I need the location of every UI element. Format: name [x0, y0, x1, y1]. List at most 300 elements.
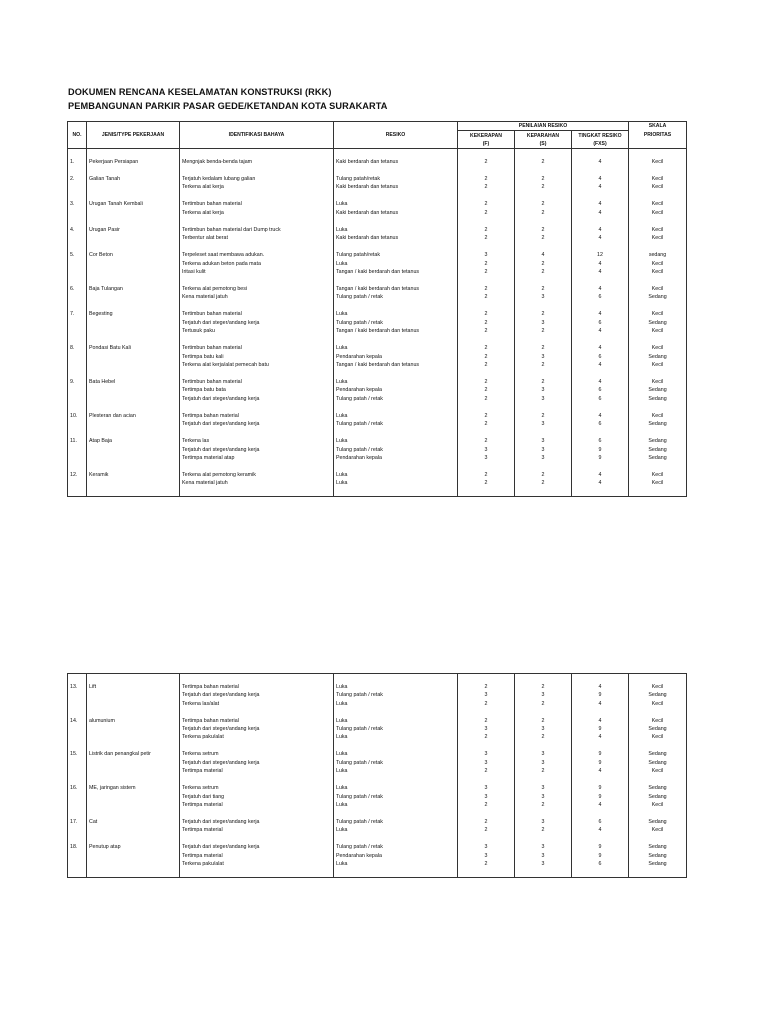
cell-jenis [87, 826, 180, 834]
header-tingkat: TINGKAT RESIKO [572, 131, 629, 140]
cell-tingkat: 4 [572, 268, 629, 276]
spacer-row [68, 242, 687, 251]
cell-no [68, 759, 87, 767]
cell-identifikasi: Terjatuh dari steger/andang kerja [180, 319, 334, 327]
cell-kekerapan: 2 [458, 437, 515, 445]
cell-keparahan: 2 [515, 175, 572, 183]
cell-resiko: Luka [334, 784, 458, 792]
cell-tingkat: 12 [572, 251, 629, 259]
cell-kekerapan: 3 [458, 725, 515, 733]
cell-identifikasi: Tertimbun bahan material dari Dump truck [180, 226, 334, 234]
cell-jenis: Cat [87, 818, 180, 826]
cell-tingkat: 4 [572, 683, 629, 691]
cell-keparahan: 2 [515, 378, 572, 386]
table-body-page-1 [68, 149, 687, 497]
cell-kekerapan: 2 [458, 175, 515, 183]
cell-identifikasi: Tertimpa bahan material [180, 683, 334, 691]
table-row [68, 361, 687, 369]
table-row [68, 234, 687, 242]
cell-jenis [87, 860, 180, 868]
cell-prioritas: Kecil [629, 479, 687, 487]
cell-identifikasi: Terkena alat kerja/alat pemecah batu [180, 361, 334, 369]
spacer-row [68, 835, 687, 844]
cell-prioritas: Kecil [629, 183, 687, 191]
table-row [68, 158, 687, 166]
spacer-row [68, 369, 687, 378]
table-row [68, 226, 687, 234]
cell-keparahan: 3 [515, 420, 572, 428]
cell-kekerapan: 2 [458, 327, 515, 335]
cell-keparahan: 3 [515, 293, 572, 301]
table-row [68, 352, 687, 360]
spacer-row [68, 428, 687, 437]
table-row [68, 310, 687, 318]
cell-tingkat: 9 [572, 445, 629, 453]
cell-jenis [87, 725, 180, 733]
cell-kekerapan: 3 [458, 792, 515, 800]
cell-no [68, 479, 87, 487]
cell-kekerapan: 2 [458, 226, 515, 234]
cell-identifikasi: Tertimbun bahan material [180, 200, 334, 208]
cell-kekerapan: 3 [458, 843, 515, 851]
cell-tingkat: 4 [572, 471, 629, 479]
table-row [68, 454, 687, 462]
cell-resiko: Tulang patah / retak [334, 319, 458, 327]
cell-kekerapan: 2 [458, 818, 515, 826]
cell-no: 3. [68, 200, 87, 208]
cell-keparahan: 2 [515, 479, 572, 487]
header-keparahan-sub: (S) [515, 140, 572, 149]
cell-keparahan: 3 [515, 352, 572, 360]
cell-keparahan: 2 [515, 158, 572, 166]
cell-kekerapan: 2 [458, 826, 515, 834]
table-row [68, 437, 687, 445]
cell-jenis: Pondasi Batu Kali [87, 344, 180, 352]
cell-jenis [87, 801, 180, 809]
cell-kekerapan: 2 [458, 234, 515, 242]
cell-identifikasi: Tertimpa bahan material [180, 716, 334, 724]
cell-keparahan: 2 [515, 310, 572, 318]
cell-prioritas: Kecil [629, 826, 687, 834]
table-row [68, 200, 687, 208]
cell-no [68, 319, 87, 327]
cell-tingkat: 9 [572, 759, 629, 767]
cell-prioritas: Kecil [629, 327, 687, 335]
cell-jenis [87, 852, 180, 860]
cell-kekerapan: 3 [458, 251, 515, 259]
cell-tingkat: 6 [572, 319, 629, 327]
cell-resiko: Luka [334, 344, 458, 352]
cell-jenis: Keramik [87, 471, 180, 479]
cell-resiko: Luka [334, 767, 458, 775]
cell-prioritas: Sedang [629, 293, 687, 301]
cell-jenis: ME, jaringan sistem [87, 784, 180, 792]
cell-keparahan: 3 [515, 386, 572, 394]
header-identifikasi: IDENTIFIKASI BAHAYA [180, 122, 334, 149]
cell-prioritas: Kecil [629, 158, 687, 166]
cell-prioritas: Kecil [629, 285, 687, 293]
cell-identifikasi: Terjatuh dari steger/andang kerja [180, 395, 334, 403]
cell-tingkat: 4 [572, 310, 629, 318]
cell-keparahan: 3 [515, 843, 572, 851]
cell-kekerapan: 2 [458, 699, 515, 707]
header-prioritas: PRIORITAS [629, 131, 687, 140]
cell-kekerapan: 2 [458, 412, 515, 420]
table-row [68, 818, 687, 826]
cell-resiko: Tulang patah / retak [334, 293, 458, 301]
table-row [68, 479, 687, 487]
spacer-row [68, 166, 687, 175]
cell-resiko: Tulang patah / retak [334, 395, 458, 403]
cell-keparahan: 3 [515, 784, 572, 792]
spacer-row [68, 192, 687, 201]
cell-tingkat: 4 [572, 327, 629, 335]
cell-no [68, 767, 87, 775]
cell-no: 5. [68, 251, 87, 259]
cell-prioritas: Sedang [629, 395, 687, 403]
spacer-row [68, 809, 687, 818]
cell-no [68, 733, 87, 741]
cell-resiko: Tulang patah / retak [334, 691, 458, 699]
header-kekerapan-sub: (F) [458, 140, 515, 149]
cell-no [68, 420, 87, 428]
cell-no [68, 725, 87, 733]
cell-tingkat: 4 [572, 733, 629, 741]
cell-kekerapan: 2 [458, 293, 515, 301]
header-jenis: JENIS/TYPE PEKERJAAN [87, 122, 180, 149]
table-row [68, 733, 687, 741]
cell-identifikasi: Terkena adukan beton pada mata [180, 259, 334, 267]
cell-kekerapan: 3 [458, 454, 515, 462]
cell-jenis: Cor Beton [87, 251, 180, 259]
cell-prioritas: Sedang [629, 445, 687, 453]
header-resiko: RESIKO [334, 122, 458, 149]
cell-identifikasi: Kena material jatuh [180, 479, 334, 487]
cell-jenis [87, 733, 180, 741]
cell-resiko: Tulang patah / retak [334, 725, 458, 733]
cell-jenis: Bata Hebel [87, 378, 180, 386]
cell-prioritas: Kecil [629, 361, 687, 369]
cell-prioritas: Kecil [629, 226, 687, 234]
cell-jenis [87, 759, 180, 767]
cell-kekerapan: 3 [458, 750, 515, 758]
cell-prioritas: Sedang [629, 352, 687, 360]
cell-no [68, 259, 87, 267]
cell-kekerapan: 2 [458, 361, 515, 369]
cell-resiko: Luka [334, 412, 458, 420]
cell-prioritas: Sedang [629, 818, 687, 826]
cell-resiko: Tulang patah / retak [334, 818, 458, 826]
cell-tingkat: 9 [572, 454, 629, 462]
cell-prioritas: Sedang [629, 691, 687, 699]
cell-tingkat: 6 [572, 386, 629, 394]
table-row [68, 852, 687, 860]
cell-tingkat: 4 [572, 285, 629, 293]
cell-identifikasi: Terkena alat kerja [180, 209, 334, 217]
cell-jenis [87, 420, 180, 428]
table-row [68, 378, 687, 386]
cell-identifikasi: Terjatuh dari steger/andang kerja [180, 445, 334, 453]
cell-jenis: Plesteran dan acian [87, 412, 180, 420]
cell-kekerapan: 2 [458, 344, 515, 352]
cell-resiko: Tangan / kaki berdarah dan tetanus [334, 285, 458, 293]
cell-tingkat: 4 [572, 183, 629, 191]
table-row [68, 175, 687, 183]
table-row [68, 792, 687, 800]
cell-tingkat: 6 [572, 420, 629, 428]
cell-tingkat: 4 [572, 801, 629, 809]
table-row [68, 759, 687, 767]
cell-jenis [87, 234, 180, 242]
cell-jenis [87, 268, 180, 276]
cell-tingkat: 4 [572, 826, 629, 834]
cell-prioritas: Kecil [629, 767, 687, 775]
cell-prioritas: Sedang [629, 860, 687, 868]
cell-identifikasi: Terbentur alat berat [180, 234, 334, 242]
cell-prioritas: Kecil [629, 268, 687, 276]
cell-jenis: alumunium [87, 716, 180, 724]
header-tingkat-sub: (FXS) [572, 140, 629, 149]
cell-jenis: Lift [87, 683, 180, 691]
cell-resiko: Luka [334, 479, 458, 487]
table-row [68, 293, 687, 301]
cell-prioritas: Sedang [629, 792, 687, 800]
table-row [68, 683, 687, 691]
cell-no [68, 361, 87, 369]
cell-tingkat: 9 [572, 750, 629, 758]
cell-prioritas: Kecil [629, 175, 687, 183]
cell-kekerapan: 2 [458, 378, 515, 386]
cell-no [68, 445, 87, 453]
cell-keparahan: 2 [515, 183, 572, 191]
cell-no: 6. [68, 285, 87, 293]
cell-kekerapan: 2 [458, 767, 515, 775]
cell-kekerapan: 3 [458, 691, 515, 699]
cell-tingkat: 4 [572, 226, 629, 234]
cell-no: 11. [68, 437, 87, 445]
spacer-row [68, 335, 687, 344]
cell-prioritas: Kecil [629, 200, 687, 208]
cell-identifikasi: Terkena alat pemotong keramik [180, 471, 334, 479]
cell-jenis: Listrik dan penangkal petir [87, 750, 180, 758]
cell-resiko: Tulang patah/retak [334, 251, 458, 259]
table-row [68, 445, 687, 453]
cell-prioritas: Kecil [629, 209, 687, 217]
cell-no [68, 801, 87, 809]
cell-identifikasi: Terkena las [180, 437, 334, 445]
cell-identifikasi: Iritasi kulit [180, 268, 334, 276]
cell-identifikasi: Tertusuk paku [180, 327, 334, 335]
cell-jenis [87, 327, 180, 335]
spacer-row [68, 149, 687, 158]
cell-prioritas: Kecil [629, 699, 687, 707]
spacer-row [68, 708, 687, 717]
cell-tingkat: 4 [572, 699, 629, 707]
cell-prioritas: Sedang [629, 420, 687, 428]
cell-kekerapan: 2 [458, 209, 515, 217]
cell-prioritas: Kecil [629, 733, 687, 741]
cell-prioritas: Kecil [629, 716, 687, 724]
cell-keparahan: 3 [515, 445, 572, 453]
cell-jenis [87, 319, 180, 327]
cell-resiko: Pendarahan kepala [334, 454, 458, 462]
cell-prioritas: Kecil [629, 378, 687, 386]
spacer-row [68, 742, 687, 751]
cell-jenis [87, 691, 180, 699]
spacer-row [68, 217, 687, 226]
spacer-row [68, 302, 687, 311]
cell-identifikasi: Terjatuh dari steger/andang kerja [180, 725, 334, 733]
cell-kekerapan: 2 [458, 386, 515, 394]
cell-identifikasi: Tertimbun bahan material [180, 378, 334, 386]
cell-keparahan: 2 [515, 234, 572, 242]
table-row [68, 319, 687, 327]
cell-resiko: Kaki berdarah dan tetanus [334, 158, 458, 166]
cell-keparahan: 2 [515, 344, 572, 352]
cell-identifikasi: Terkena alat pemotong besi [180, 285, 334, 293]
cell-tingkat: 6 [572, 395, 629, 403]
cell-kekerapan: 2 [458, 352, 515, 360]
cell-identifikasi: Tertimpa batu kali [180, 352, 334, 360]
cell-jenis: Begesting [87, 310, 180, 318]
cell-tingkat: 4 [572, 361, 629, 369]
cell-kekerapan: 2 [458, 158, 515, 166]
spacer-row [68, 775, 687, 784]
cell-tingkat: 6 [572, 437, 629, 445]
cell-kekerapan: 2 [458, 310, 515, 318]
cell-kekerapan: 2 [458, 200, 515, 208]
cell-kekerapan: 2 [458, 285, 515, 293]
document-subtitle: PEMBANGUNAN PARKIR PASAR GEDE/KETANDAN KOTA SURAKARTA [68, 101, 388, 111]
cell-jenis [87, 352, 180, 360]
cell-no: 10. [68, 412, 87, 420]
cell-prioritas: Sedang [629, 386, 687, 394]
cell-tingkat: 4 [572, 479, 629, 487]
table-row [68, 259, 687, 267]
cell-tingkat: 4 [572, 175, 629, 183]
cell-keparahan: 3 [515, 395, 572, 403]
cell-tingkat: 6 [572, 860, 629, 868]
risk-table-page-2 [67, 673, 687, 878]
cell-no [68, 352, 87, 360]
cell-resiko: Luka [334, 826, 458, 834]
table-row [68, 183, 687, 191]
spacer-row [68, 462, 687, 471]
table-row [68, 471, 687, 479]
cell-jenis: Urugan Tanah Kembali [87, 200, 180, 208]
cell-resiko: Luka [334, 259, 458, 267]
cell-identifikasi: Terkena setrum [180, 784, 334, 792]
cell-keparahan: 2 [515, 826, 572, 834]
table-row [68, 327, 687, 335]
cell-no [68, 183, 87, 191]
cell-resiko: Luka [334, 801, 458, 809]
cell-resiko: Pendarahan kepala [334, 852, 458, 860]
cell-identifikasi: Terjatuh dari steger/andang kerja [180, 843, 334, 851]
cell-tingkat: 9 [572, 725, 629, 733]
cell-keparahan: 2 [515, 361, 572, 369]
cell-keparahan: 2 [515, 412, 572, 420]
cell-resiko: Kaki berdarah dan tetanus [334, 234, 458, 242]
cell-prioritas: Sedang [629, 750, 687, 758]
table-row [68, 801, 687, 809]
cell-prioritas: Kecil [629, 344, 687, 352]
cell-resiko: Luka [334, 683, 458, 691]
cell-keparahan: 2 [515, 471, 572, 479]
cell-no: 14. [68, 716, 87, 724]
cell-tingkat: 4 [572, 209, 629, 217]
cell-prioritas: Kecil [629, 471, 687, 479]
cell-tingkat: 4 [572, 200, 629, 208]
table-row [68, 826, 687, 834]
cell-keparahan: 3 [515, 750, 572, 758]
cell-identifikasi: Terkena alat kerja [180, 183, 334, 191]
header-skala: SKALA [629, 122, 687, 131]
cell-identifikasi: Tertimpa material [180, 852, 334, 860]
cell-kekerapan: 2 [458, 471, 515, 479]
cell-keparahan: 3 [515, 725, 572, 733]
cell-prioritas: Sedang [629, 454, 687, 462]
header-kekerapan: KEKERAPAN [458, 131, 515, 140]
cell-prioritas: Sedang [629, 319, 687, 327]
cell-resiko: Pendarahan kepala [334, 386, 458, 394]
cell-no: 7. [68, 310, 87, 318]
cell-identifikasi: Terkena paku/alat [180, 733, 334, 741]
header-keparahan: KEPARAHAN [515, 131, 572, 140]
cell-prioritas: Kecil [629, 259, 687, 267]
cell-no [68, 293, 87, 301]
cell-resiko: Luka [334, 471, 458, 479]
cell-keparahan: 3 [515, 454, 572, 462]
cell-tingkat: 9 [572, 784, 629, 792]
cell-tingkat: 6 [572, 293, 629, 301]
cell-keparahan: 3 [515, 319, 572, 327]
cell-keparahan: 3 [515, 852, 572, 860]
cell-identifikasi: Terkena paku/alat [180, 860, 334, 868]
cell-kekerapan: 2 [458, 395, 515, 403]
cell-keparahan: 3 [515, 860, 572, 868]
cell-tingkat: 9 [572, 792, 629, 800]
cell-kekerapan: 2 [458, 319, 515, 327]
cell-identifikasi: Terpeleset saat membawa adukan. [180, 251, 334, 259]
cell-identifikasi: Terjatuh kedalam lubang galian [180, 175, 334, 183]
cell-no: 18. [68, 843, 87, 851]
table-body-page-2 [68, 674, 687, 878]
cell-identifikasi: Mengnjak benda-benda tajam [180, 158, 334, 166]
cell-identifikasi: Tertimpa material atap [180, 454, 334, 462]
cell-jenis [87, 361, 180, 369]
cell-identifikasi: Terjatuh dari steger/andang kerja [180, 691, 334, 699]
cell-identifikasi: Tertimpa material [180, 826, 334, 834]
table-row [68, 725, 687, 733]
cell-identifikasi: Tertimbun bahan material [180, 344, 334, 352]
cell-identifikasi: Tertimpa bahan material [180, 412, 334, 420]
cell-jenis: Penutup atap [87, 843, 180, 851]
cell-no: 2. [68, 175, 87, 183]
cell-no [68, 209, 87, 217]
cell-jenis: Galian Tanah [87, 175, 180, 183]
cell-tingkat: 4 [572, 259, 629, 267]
cell-resiko: Tangan / kaki berdarah dan tetanus [334, 361, 458, 369]
table-row [68, 209, 687, 217]
cell-resiko: Luka [334, 699, 458, 707]
cell-resiko: Pendarahan kepala [334, 352, 458, 360]
cell-tingkat: 4 [572, 344, 629, 352]
cell-jenis [87, 699, 180, 707]
cell-tingkat: 6 [572, 818, 629, 826]
cell-kekerapan: 2 [458, 801, 515, 809]
cell-tingkat: 4 [572, 158, 629, 166]
